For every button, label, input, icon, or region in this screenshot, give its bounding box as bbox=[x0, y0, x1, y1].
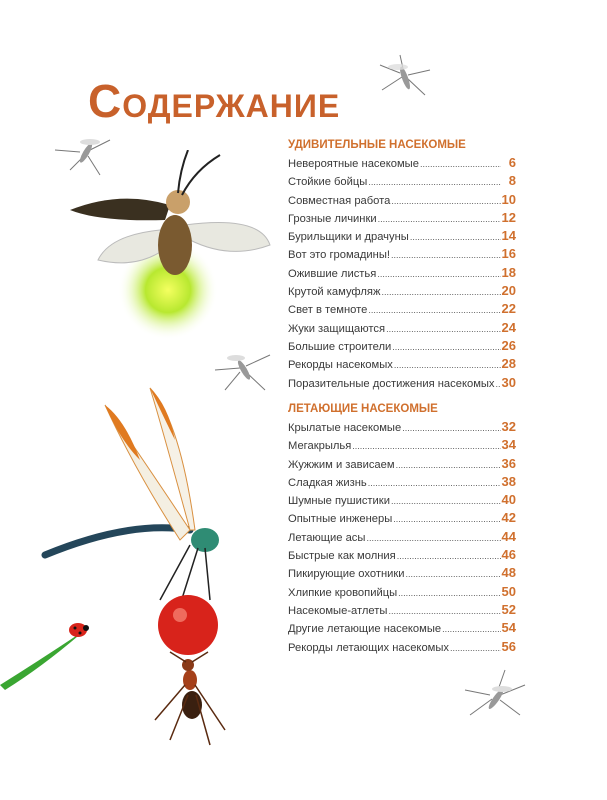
toc-entry-page: 38 bbox=[501, 473, 516, 489]
toc-entry-page: 46 bbox=[501, 547, 516, 563]
toc-entry-title: Жужжим и зависаем bbox=[288, 458, 395, 471]
toc-entry-title: Стойкие бойцы bbox=[288, 176, 368, 189]
toc-entry-title: Сладкая жизнь bbox=[288, 476, 367, 489]
toc-entry[interactable] bbox=[288, 436, 516, 454]
toc-entry-page: 12 bbox=[501, 209, 516, 225]
mosquito-illustration bbox=[460, 665, 530, 725]
toc-entry-page: 8 bbox=[508, 173, 516, 189]
toc-entry-page: 6 bbox=[508, 155, 516, 170]
toc-entry[interactable] bbox=[288, 601, 516, 619]
toc-entry-title: Большие строители bbox=[288, 340, 392, 353]
toc-entry[interactable] bbox=[288, 564, 516, 582]
toc-entry[interactable] bbox=[288, 172, 516, 190]
section-heading: УДИВИТЕЛЬНЫЕ НАСЕКОМЫЕ bbox=[288, 139, 466, 151]
toc-entry-title: Другие летающие насекомые bbox=[288, 623, 442, 636]
dot-leader bbox=[442, 620, 500, 638]
dot-leader bbox=[378, 210, 501, 228]
toc-entry[interactable] bbox=[288, 191, 516, 209]
dot-leader bbox=[402, 419, 500, 437]
toc-entry-page: 40 bbox=[501, 492, 516, 508]
toc-section-amazing-insects bbox=[288, 136, 516, 392]
toc-entry[interactable] bbox=[288, 300, 516, 318]
toc-entry-title: Свет в темноте bbox=[288, 304, 368, 317]
dot-leader bbox=[368, 474, 501, 492]
toc-entry-page: 26 bbox=[501, 337, 516, 353]
dot-leader bbox=[366, 529, 500, 547]
toc-entry[interactable] bbox=[288, 638, 516, 656]
dot-leader bbox=[381, 283, 500, 301]
toc-entry-title: Совместная работа bbox=[288, 194, 391, 207]
toc-entry-title: Невероятные насекомые bbox=[288, 158, 419, 170]
dot-leader bbox=[368, 173, 501, 191]
dot-leader bbox=[396, 456, 501, 474]
section-heading: ЛЕТАЮЩИЕ НАСЕКОМЫЕ bbox=[288, 403, 438, 415]
firefly-illustration bbox=[60, 150, 275, 340]
toc-entry-page: 34 bbox=[501, 437, 516, 453]
toc-entry[interactable] bbox=[288, 491, 516, 509]
toc-entry-page: 28 bbox=[501, 356, 516, 372]
dot-leader bbox=[391, 192, 500, 210]
toc-entry[interactable] bbox=[288, 619, 516, 637]
dot-leader bbox=[392, 338, 500, 356]
dragonfly-illustration bbox=[40, 380, 240, 610]
toc-entry-title: Крылатые насекомые bbox=[288, 422, 402, 434]
toc-entry-title: Жуки защищаются bbox=[288, 322, 386, 335]
toc-entry-title: Рекорды насекомых bbox=[288, 359, 393, 372]
toc-entry-page: 20 bbox=[501, 283, 516, 299]
ant-with-berry-illustration bbox=[150, 590, 250, 750]
dot-leader bbox=[377, 265, 500, 283]
toc-entry-title: Ожившие листья bbox=[288, 267, 377, 280]
toc-entry-page: 16 bbox=[501, 246, 516, 262]
toc-entry-title: Поразительные достижения насекомых bbox=[288, 377, 495, 390]
toc-entry-page: 50 bbox=[501, 583, 516, 599]
toc-entry-page: 14 bbox=[501, 228, 516, 244]
toc-entry-title: Насекомые-атлеты bbox=[288, 604, 388, 617]
dot-leader bbox=[391, 492, 501, 510]
toc-entry-page: 18 bbox=[501, 264, 516, 280]
toc-entry-title: Хлипкие кровопийцы bbox=[288, 586, 398, 599]
toc-entry-page: 32 bbox=[501, 419, 516, 434]
toc-entry-title: Пикирующие охотники bbox=[288, 568, 405, 581]
toc-entry[interactable] bbox=[288, 473, 516, 491]
toc-entry[interactable] bbox=[288, 509, 516, 527]
dot-leader bbox=[352, 437, 500, 455]
toc-entry-title: Мегакрылья bbox=[288, 440, 352, 453]
toc-entry[interactable] bbox=[288, 264, 516, 282]
dot-leader bbox=[398, 584, 500, 602]
dot-leader bbox=[388, 602, 500, 620]
toc-entry-page: 44 bbox=[501, 528, 516, 544]
toc-entry-title: Вот это громадины! bbox=[288, 249, 391, 262]
toc-entry[interactable] bbox=[288, 374, 516, 392]
toc-entry[interactable] bbox=[288, 455, 516, 473]
toc-entry[interactable] bbox=[288, 546, 516, 564]
dot-leader bbox=[397, 547, 501, 565]
dot-leader bbox=[393, 510, 500, 528]
mosquito-illustration bbox=[370, 45, 440, 105]
toc-entry-page: 22 bbox=[501, 301, 516, 317]
toc-entry-page: 42 bbox=[501, 510, 516, 526]
toc-entry-page: 24 bbox=[501, 319, 516, 335]
toc-entry-page: 54 bbox=[501, 620, 516, 636]
toc-entry-title: Грозные личинки bbox=[288, 212, 377, 225]
toc-entry-page: 30 bbox=[501, 374, 516, 390]
dot-leader bbox=[368, 301, 500, 319]
dot-leader bbox=[394, 356, 501, 374]
toc-entry[interactable] bbox=[288, 154, 516, 172]
toc-entry-page: 48 bbox=[501, 565, 516, 581]
toc-entry[interactable] bbox=[288, 245, 516, 263]
toc-entry[interactable] bbox=[288, 209, 516, 227]
toc-entry-title: Крутой камуфляж bbox=[288, 286, 381, 299]
toc-entry-title: Бурильщики и драчуны bbox=[288, 231, 409, 244]
dot-leader bbox=[450, 639, 501, 657]
dot-leader bbox=[420, 155, 501, 173]
toc-entry-title: Быстрые как молния bbox=[288, 550, 396, 563]
dot-leader bbox=[496, 375, 501, 393]
ladybug-illustration bbox=[0, 610, 100, 690]
toc-entry-title: Шумные пушистики bbox=[288, 495, 390, 508]
toc-entry-page: 56 bbox=[501, 638, 516, 654]
toc-entry[interactable] bbox=[288, 337, 516, 355]
toc-entry-title: Летающие асы bbox=[288, 531, 366, 544]
toc-entry-title: Рекорды летающих насекомых bbox=[288, 641, 450, 654]
toc-entry-page: 10 bbox=[501, 191, 516, 207]
toc-entry[interactable] bbox=[288, 319, 516, 337]
dot-leader bbox=[406, 565, 501, 583]
toc-entry-title: Опытные инженеры bbox=[288, 513, 393, 526]
toc-entry[interactable] bbox=[288, 227, 516, 245]
toc-entry[interactable] bbox=[288, 528, 516, 546]
toc-entry[interactable] bbox=[288, 418, 516, 436]
dot-leader bbox=[386, 320, 500, 338]
toc-entry-page: 36 bbox=[501, 455, 516, 471]
page-title: Содержание bbox=[88, 75, 341, 127]
toc-entry[interactable] bbox=[288, 282, 516, 300]
dot-leader bbox=[391, 246, 501, 264]
toc-entry[interactable] bbox=[288, 583, 516, 601]
dot-leader bbox=[410, 228, 501, 246]
toc-entry-page: 52 bbox=[501, 601, 516, 617]
toc-entry[interactable] bbox=[288, 355, 516, 373]
toc-section-flying-insects bbox=[288, 400, 516, 656]
